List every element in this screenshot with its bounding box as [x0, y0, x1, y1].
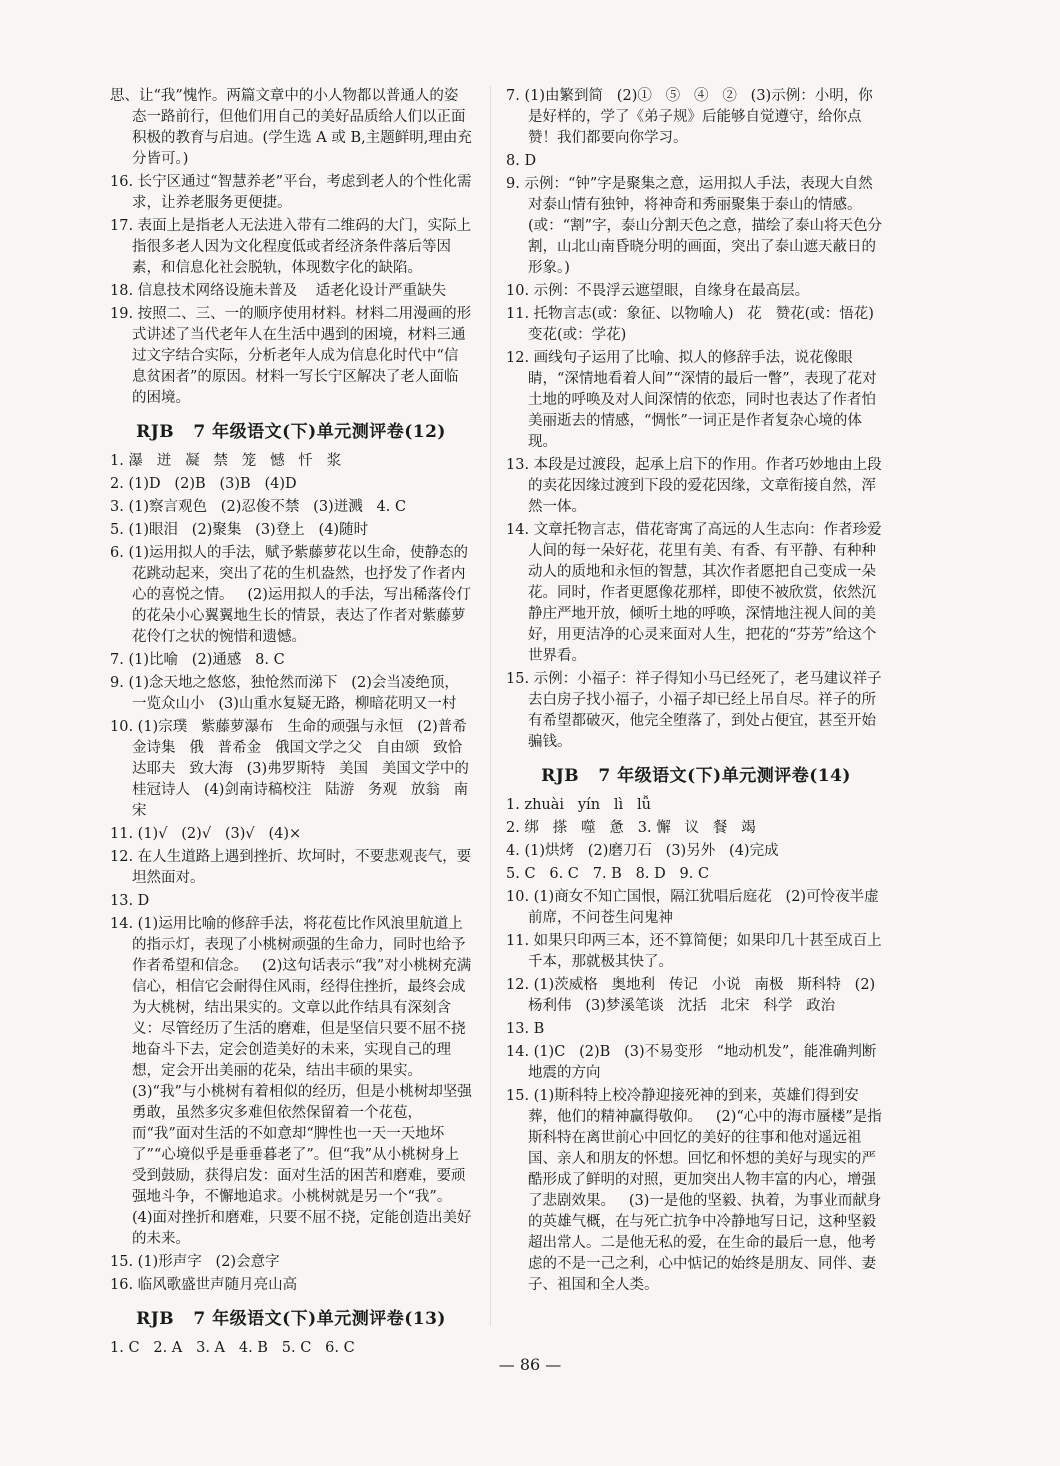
answer-entry: 14. (1)C (2)B (3)不易变形 “地动机发”，能准确判断地震的方向: [506, 1044, 877, 1081]
answer-entry: 5. C 6. C 7. B 8. D 9. C: [506, 866, 710, 882]
answer-entry: 14. 文章托物言志，借花寄寓了高远的人生志向：作者珍爱人间的每一朵好花，花里有美、有香、有平静、有种种动人的质地和永恒的智慧，其次作者愿把自己变成一朵花。同时，作者更愿像花那样，即使不被欣赏，依然沉静庄严地开放，倾听土地的呼唤，深情地注视人间的美好，用更洁净的心灵来面对人生，把花的“芬芳”给这个世界看。: [506, 522, 882, 664]
answer-entry: 15. (1)形声字 (2)会意字: [110, 1254, 280, 1270]
answer-entry: 5. (1)眼泪 (2)聚集 (3)登上 (4)随时: [110, 522, 369, 538]
answer-entry: 1. 瀑 迸 凝 禁 笼 憾 忏 浆: [110, 453, 342, 469]
answer-entry: 18. 信息技术网络设施未普及 适老化设计严重缺失: [110, 283, 447, 299]
answer-entry: 7. (1)比喻 (2)通感 8. C: [110, 652, 285, 668]
answer-entry: 13. B: [506, 1021, 545, 1037]
answer-entry: 19. 按照二、三、一的顺序使用材料。材料二用漫画的形式讲述了当代老年人在生活中遇到的困境，材料三通过文字结合实际，分析老年人成为信息化时代中“信息贫困者”的原因。材料一写长宁区解决了老人面临的困境。: [110, 306, 472, 406]
answer-entry: 3. (1)察言观色 (2)忍俊不禁 (3)迸溅 4. C: [110, 499, 407, 515]
answer-entry: 16. 临风歌盛世声随月亮山高: [110, 1277, 298, 1293]
page-number: — 86 —: [498, 1355, 562, 1374]
answer-entry: 12. (1)茨威格 奥地利 传记 小说 南极 斯科特 (2)杨利伟 (3)梦溪笔谈 沈括 北宋 科学 政治: [506, 977, 876, 1014]
right-column: [506, 86, 886, 1298]
answer-entry: 13. D: [110, 893, 150, 909]
left-column: [110, 86, 472, 1361]
answer-entry: 12. 在人生道路上遇到挫折、坎坷时，不要悲观丧气，要坦然面对。: [110, 849, 472, 886]
answer-entry: 12. 画线句子运用了比喻、拟人的修辞手法，说花像眼睛，“深情地看着人间”“深情的最后一瞥”，表现了花对土地的呼唤及对人间深情的依恋，同时也表达了作者怕美丽逝去的情感，“惆怅”一词正是作者复杂心境的体现。: [506, 350, 877, 450]
answer-entry: 15. (1)斯科特上校冷静迎接死神的到来，英雄们得到安葬，他们的精神赢得敬仰。 (2)“心中的海市蜃楼”是指斯科特在离世前心中回忆的美好的往事和他对遥远祖国、亲人和朋友的怀想。回忆和怀想的美好与现实的严酷形成了鲜明的对照，更加突出人物丰富的内心，增强了悲剧效果。 (3)一是他的坚毅、执着，为事业而献身的英雄气概，在与死亡抗争中冷静地写日记，这种坚毅超出常人。二是他无私的爱，在生命的最后一息，他考虑的不是一己之利，心中惦记的始终是朋友、同伴、妻子、祖国和全人类。: [506, 1088, 882, 1293]
answer-entry: 2. (1)D (2)B (3)B (4)D: [110, 476, 297, 492]
answer-entry: 9. (1)念天地之悠悠，独怆然而涕下 (2)会当凌绝顶，一览众山小 (3)山重水复疑无路，柳暗花明又一村: [110, 675, 459, 712]
answer-entry: 11. 如果只印两三本，还不算简便；如果印几十甚至成百上千本，那就极其快了。: [506, 933, 882, 970]
answer-entry: 13. 本段是过渡段，起承上启下的作用。作者巧妙地由上段的卖花因缘过渡到下段的爱花因缘，文章衔接自然，浑然一体。: [506, 457, 882, 515]
answer-entry: 10. 示例：不畏浮云遮望眼，自缘身在最高层。: [506, 283, 810, 299]
column-divider: [490, 86, 491, 1326]
answer-entry: 6. (1)运用拟人的手法，赋予紫藤萝花以生命，使静态的花跳动起来，突出了花的生机盎然，也抒发了作者内心的喜悦之情。 (2)运用拟人的手法，写出稀落伶仃的花朵小心翼翼地生长的情景，表达了作者对紫藤萝花伶仃之状的惋惜和遗憾。: [110, 545, 471, 645]
answer-entry: 11. (1)√ (2)√ (3)√ (4)×: [110, 826, 302, 842]
answer-entry: 7. (1)由繁到简 (2)① ⑤ ④ ② (3)示例：小明，你是好样的，学了《弟子规》后能够自觉遵守，给你点赞！我们都要向你学习。: [506, 88, 873, 146]
section-heading: RJB 7 年级语文(下)单元测评卷(13): [136, 1309, 446, 1329]
answer-entry: 4. (1)烘烤 (2)磨刀石 (3)另外 (4)完成: [506, 843, 779, 859]
answer-entry: 16. 长宁区通过“智慧养老”平台，考虑到老人的个性化需求，让养老服务更便捷。: [110, 174, 472, 211]
answer-entry: 10. (1)宗璞 紫藤萝瀑布 生命的顽强与永恒 (2)普希金诗集 俄 普希金 俄国文学之父 自由颂 致恰达耶夫 致大海 (3)弗罗斯特 美国 美国文学中的桂冠诗人 (4)剑南诗稿校注 陆游 务观 放翁 南宋: [110, 719, 469, 819]
section-heading: RJB 7 年级语文(下)单元测评卷(14): [541, 766, 851, 786]
answer-entry: 10. (1)商女不知亡国恨，隔江犹唱后庭花 (2)可怜夜半虚前席，不问苍生问鬼神: [506, 889, 879, 926]
answer-entry: 8. D: [506, 153, 537, 169]
answer-entry: 15. 示例：小福子：祥子得知小马已经死了，老马建议祥子去白房子找小福子，小福子却已经上吊自尽。祥子的所有希望都破灭，他完全堕落了，到处占便宜，甚至开始骗钱。: [506, 671, 882, 750]
answer-entry: 17. 表面上是指老人无法进入带有二维码的大门，实际上指很多老人因为文化程度低或者经济条件落后等因素，和信息化社会脱轨，体现数字化的缺陷。: [110, 218, 472, 276]
answer-entry: 1. zhuài yín lì lǚ: [506, 797, 651, 813]
answer-entry: 思、让“我”愧怍。两篇文章中的小人物都以普通人的姿态一路前行，但他们用自己的美好品质给人们以正面积极的教育与启迪。(学生选 A 或 B,主题鲜明,理由充分皆可。): [110, 88, 472, 167]
answer-entry: 11. 托物言志(或：象征、以物喻人) 花 赞花(或：悟花) 变花(或：学花): [506, 306, 888, 343]
section-heading: RJB 7 年级语文(下)单元测评卷(12): [136, 422, 446, 442]
answer-entry: 1. C 2. A 3. A 4. B 5. C 6. C: [110, 1340, 355, 1356]
answer-entry: 14. (1)运用比喻的修辞手法，将花苞比作风浪里航道上的指示灯，表现了小桃树顽强的生命力，同时也给予作者希望和信念。 (2)这句话表示“我”对小桃树充满信心，相信它会耐得住风雨，经得住挫折，最终会成为大桃树，结出果实的。文章以此作结具有深刻含义：尽管经历了生活的磨难，但是坚信只要不屈不挠地奋斗下去，定会创造美好的未来，实现自己的理想，定会开出美丽的花朵，结出丰硕的果实。 (3)“我”与小桃树有着相似的经历，但是小桃树却坚强勇敢，虽然多灾多难但依然保留着一个花苞，而“我”面对生活的不如意却“脾性也一天一天地坏了”“心境似乎是垂垂暮老了”。但“我”从小桃树身上受到鼓励，获得启发：面对生活的困苦和磨难，要顽强地斗争，不懈地追求。小桃树就是另一个“我”。 (4)面对挫折和磨难，只要不屈不挠，定能创造出美好的未来。: [110, 916, 472, 1247]
answer-entry: 2. 绑 搽 噬 惫 3. 懈 议 餐 竭: [506, 820, 756, 836]
answer-entry: 9. 示例：“钟”字是聚集之意，运用拟人手法，表现大自然对泰山情有独钟，将神奇和秀丽聚集于泰山的情感。(或：“割”字，泰山分割天色之意，描绘了泰山将天色分割，山北山南昏晓分明的画面，突出了泰山遮天蔽日的形象。): [506, 176, 882, 276]
